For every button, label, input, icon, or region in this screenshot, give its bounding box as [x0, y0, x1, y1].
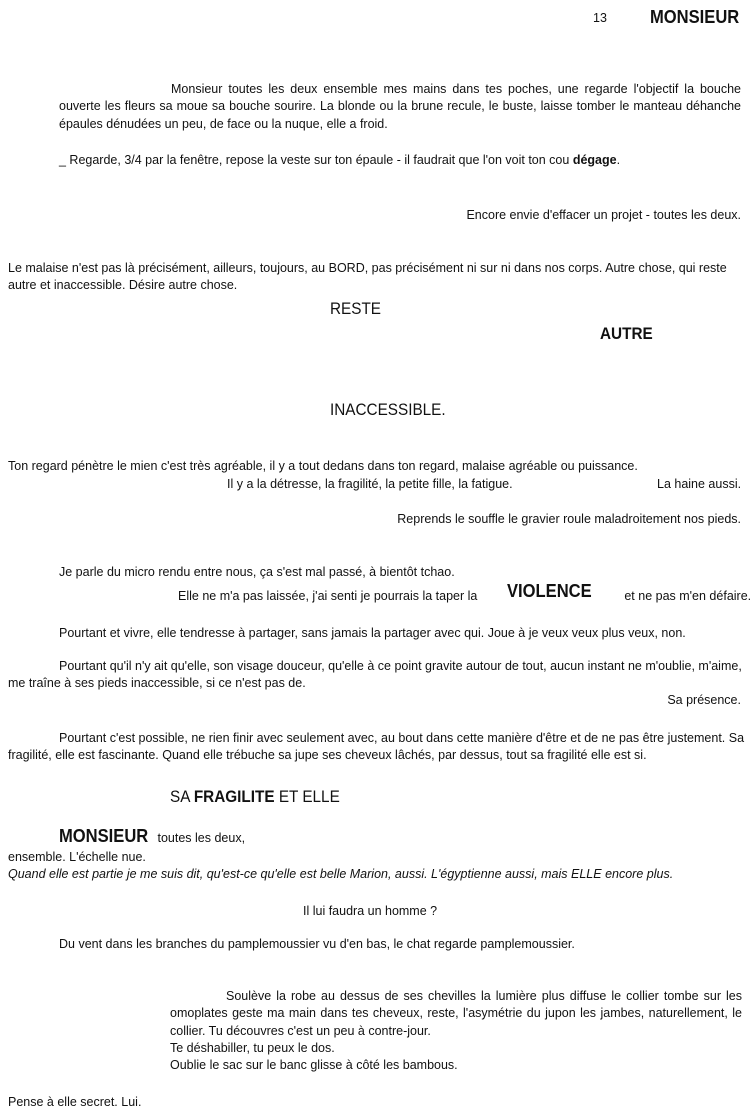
monsieur-word: MONSIEUR	[59, 826, 149, 846]
monsieur-line	[59, 824, 245, 849]
page-number: 13	[593, 11, 607, 25]
running-title: MONSIEUR	[650, 7, 740, 27]
violence-word: VIOLENCE	[506, 581, 592, 601]
paragraph-reprends: Reprends le souffle le gravier roule maladroitement nos pieds.	[397, 512, 741, 526]
paragraph-pense: Pense à elle secret. Lui.	[8, 1095, 142, 1109]
regarde-end: .	[616, 153, 621, 167]
souleve-line2: Te déshabiller, tu peux le dos.	[170, 1040, 335, 1055]
paragraph-pourtant-elle: Pourtant qu'il n'y ait qu'elle, son visage douceur, qu'elle à ce point gravite autour de tout, aucun instant ne m'oublie, m'aime, me traîne à ses pieds inaccessible, si ce n'est pas de.	[8, 659, 742, 691]
souleve-line3: Oublie le sac sur le banc glisse à côté les bambous.	[170, 1058, 458, 1072]
line-detresse: Il y a la détresse, la fragilité, la petite fille, la fatigue.	[227, 477, 513, 491]
fragilite-bold: FRAGILITE	[193, 787, 275, 806]
paragraph-il-lui-faudra: Il lui faudra un homme ?	[303, 904, 438, 918]
line-quand-elle: Quand elle est partie je me suis dit, qu'est-ce qu'elle est belle Marion, aussi. L'égyptienne aussi, mais ELLE encore plus.	[8, 867, 674, 881]
word-reste: RESTE	[330, 299, 382, 318]
paragraph-encore-envie: Encore envie d'effacer un projet - toutes les deux.	[466, 208, 741, 222]
fragilite-pre: SA	[170, 787, 194, 806]
line-haine: La haine aussi.	[657, 477, 742, 491]
paragraph-micro: Je parle du micro rendu entre nous, ça s'est mal passé, à bientôt tchao.	[59, 565, 455, 579]
violence-before: Elle ne m'a pas laissée, j'ai senti je pourrais la taper la	[178, 589, 478, 603]
paragraph-souleve	[170, 988, 742, 1074]
word-inaccessible: INACCESSIBLE.	[330, 400, 446, 419]
degage-word: dégage	[572, 153, 617, 167]
regarde-text: _ Regarde, 3/4 par la fenêtre, repose la veste sur ton épaule - il faudrait que l'on voit ton cou	[59, 153, 573, 167]
paragraph-violence	[178, 579, 751, 604]
heading-fragilite	[170, 785, 340, 808]
paragraph-pourtant-possible: Pourtant c'est possible, ne rien finir avec seulement avec, au bout dans cette manière d'être et de ne pas être justement. Sa fragilité, elle est fascinante. Quand elle trébuche sa jupe ses cheveux lâchés, par dessus, tout sa fragilité elle est si.	[8, 731, 745, 763]
monsieur-rest: toutes les deux,	[157, 831, 246, 845]
paragraph-ton-regard: Ton regard pénètre le mien c'est très agréable, il y a tout dedans dans ton regard, malaise agréable ou puissance.	[8, 459, 638, 473]
fragilite-post: ET ELLE	[274, 787, 340, 806]
violence-after: et ne pas m'en défaire.	[624, 589, 751, 603]
paragraph-malaise: Le malaise n'est pas là précisément, ailleurs, toujours, au BORD, pas précisément ni sur ni dans nos corps. Autre chose, qui reste autre et inaccessible. Désire autre chose.	[8, 261, 727, 293]
word-autre: AUTRE	[600, 324, 653, 343]
line-ensemble: ensemble. L'échelle nue.	[8, 850, 146, 864]
paragraph-intro: Monsieur toutes les deux ensemble mes mains dans tes poches, une regarde l'objectif la bouche ouverte les fleurs sa moue sa bouche sourire. La blonde ou la brune recule, le buste, laisse tomber le manteau déhanche épaules dénudées un peu, de face ou la nuque, elle a froid.	[59, 82, 741, 131]
paragraph-pamplemoussier: Du vent dans les branches du pamplemoussier vu d'en bas, le chat regarde pamplemoussier.	[59, 937, 575, 951]
paragraph-regarde	[59, 152, 749, 169]
line-sa-presence: Sa présence.	[667, 693, 741, 707]
souleve-text: Soulève la robe au dessus de ses chevilles la lumière plus diffuse le collier tombe sur les omoplates geste ma main dans tes cheveux, reste, l'asymétrie du jupon les jambes, naturellement, le collier. Tu découvres c'est un peu à contre-jour.	[170, 989, 742, 1038]
paragraph-pourtant-vivre: Pourtant et vivre, elle tendresse à partager, sans jamais la partager avec qui. Joue à je veux veux plus veux, non.	[59, 626, 686, 640]
